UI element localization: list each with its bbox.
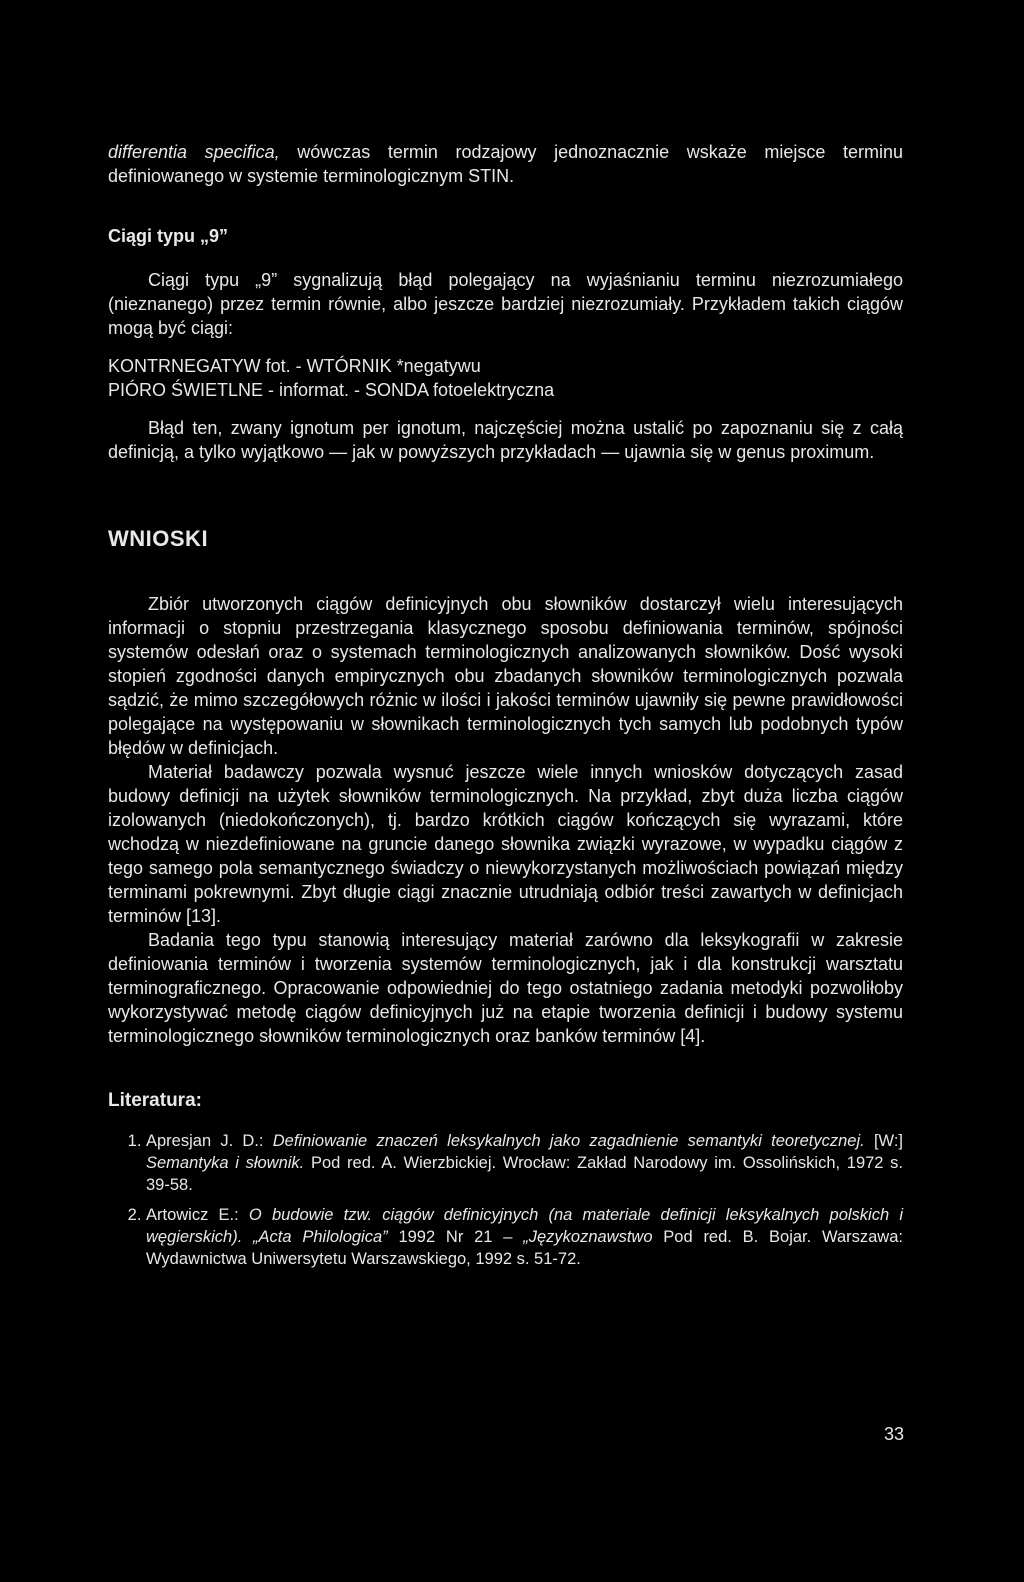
reference-source: Semantyka i słownik. bbox=[146, 1154, 305, 1172]
reference-item bbox=[146, 1130, 903, 1196]
intro-text: wówczas termin rodzajowy jednoznacznie wskaże miejsce terminu definiowanego w systemie terminologicznym STIN. bbox=[108, 142, 903, 186]
conclusions-paragraph: Materiał badawczy pozwala wysnuć jeszcze wiele innych wniosków dotyczących zasad budowy definicji na użytek słowników terminologicznych. Na przykład, zbyt duża liczba ciągów izolowanych (niedokończonych), tj. bardzo krótkich ciągów kończących się wyrazami, które wchodzą w niezdefiniowane na gruncie danego słownika związki wyrazowe, w wypadku ciągów z tego samego pola semantycznego świadczy o niewykorzystanych możliwościach powiązań między terminami pokrewnymi. Zbyt długie ciągi znacznie utrudniają odbiór treści zawartych w definicjach terminów [13]. bbox=[108, 762, 903, 926]
reference-author: Artowicz E.: bbox=[146, 1206, 249, 1224]
page-number: 33 bbox=[883, 1424, 904, 1444]
intro-paragraph bbox=[108, 140, 903, 188]
reference-title: O budowie tzw. ciągów definicyjnych (na materiale definicji leksykalnych polskich i węgierskich). „Acta Philologica” bbox=[146, 1206, 903, 1246]
conclusions-heading: WNIOSKI bbox=[108, 526, 209, 551]
reference-source: „Językoznawstwo bbox=[523, 1228, 653, 1246]
reference-list bbox=[108, 1130, 903, 1270]
page-body bbox=[108, 140, 903, 1278]
reference-text: 1992 Nr 21 – bbox=[387, 1228, 524, 1246]
examples-list bbox=[108, 354, 903, 402]
example-line: PIÓRO ŚWIETLNE - informat. - SONDA fotoelektryczna bbox=[108, 380, 555, 400]
section-9-paragraph: Ciągi typu „9” sygnalizują błąd polegający na wyjaśnianiu terminu niezrozumiałego (nieznanego) przez termin równie, albo jeszcze bardziej niezrozumiały. Przykładem takich ciągów mogą być ciągi: bbox=[108, 270, 903, 338]
section-9-heading: Ciągi typu „9” bbox=[108, 226, 229, 246]
reference-author: Apresjan J. D.: bbox=[146, 1132, 273, 1150]
reference-title: Definiowanie znaczeń leksykalnych jako zagadnienie semantyki teoretycznej. bbox=[272, 1132, 865, 1150]
reference-text: Pod red. A. Wierzbickiej. Wrocław: Zakład Narodowy im. Ossolińskich, 1972 s. 39-58. bbox=[146, 1154, 903, 1194]
literature-heading: Literatura: bbox=[108, 1090, 202, 1111]
reference-item bbox=[146, 1204, 903, 1270]
conclusions-paragraph: Badania tego typu stanowią interesujący materiał zarówno dla leksykografii w zakresie definiowania terminów i tworzenia systemów terminologicznych, jak i dla konstrukcji warsztatu terminograficznego. Opracowanie odpowiedniej do tego ostatniego zadania metodyki pozwoliłoby wykorzystywać metodę ciągów definicyjnych już na etapie tworzenia definicji i budowy systemu terminologicznego słowników terminologicznych oraz banków terminów [4]. bbox=[108, 930, 903, 1046]
intro-italic-term: differentia specifica, bbox=[108, 142, 280, 162]
reference-text: [W:] bbox=[864, 1132, 903, 1150]
section-9-paragraph-2: Błąd ten, zwany ignotum per ignotum, najczęściej można ustalić po zapoznaniu się z całą definicją, a tylko wyjątkowo — jak w powyższych przykładach — ujawnia się w genus proximum. bbox=[108, 418, 903, 462]
reference-text: Pod red. B. Bojar. Warszawa: Wydawnictwa Uniwersytetu Warszawskiego, 1992 s. 51-72. bbox=[146, 1228, 903, 1268]
example-line: KONTRNEGATYW fot. - WTÓRNIK *negatywu bbox=[108, 356, 481, 376]
conclusions-paragraph: Zbiór utworzonych ciągów definicyjnych obu słowników dostarczył wielu interesujących informacji o stopniu przestrzegania klasycznego sposobu definiowania terminów, spójności systemów odesłań oraz o systemach terminologicznych analizowanych słowników. Dość wysoki stopień zgodności danych empirycznych obu zbadanych słowników terminologicznych pozwala sądzić, że mimo szczegółowych różnic w ilości i jakości terminów ujawniły się pewne prawidłowości polegające na występowaniu w słownikach terminologicznych tych samych lub podobnych typów błędów w definicjach. bbox=[108, 594, 903, 758]
